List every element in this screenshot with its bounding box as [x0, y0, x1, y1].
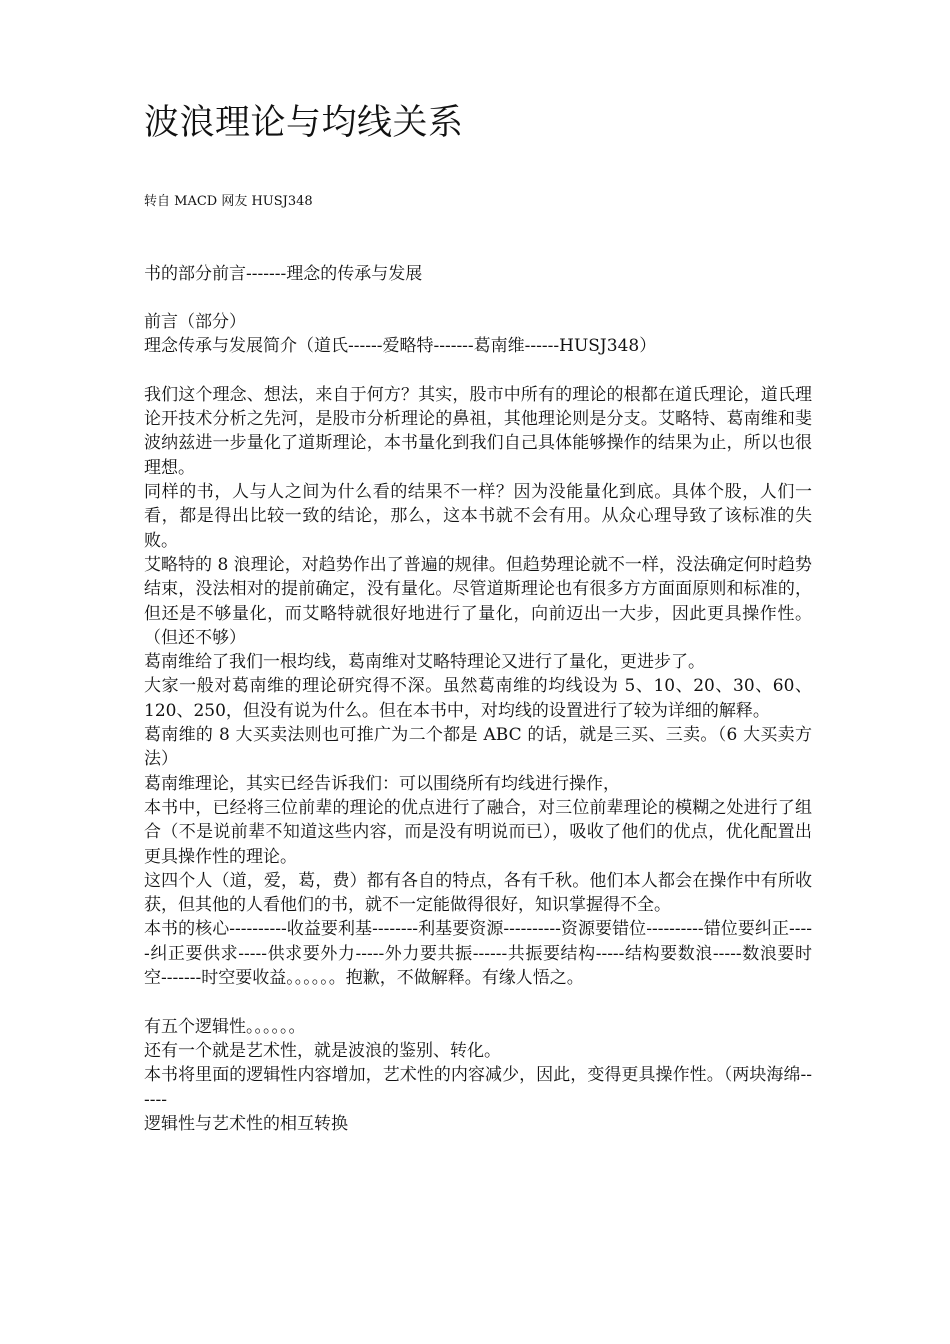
body-paragraph: 逻辑性与艺术性的相互转换: [144, 1113, 348, 1134]
body-paragraph: 理念传承与发展简介（道氏------爱略特-------葛南维------HUSJ348）: [144, 336, 657, 357]
body-paragraph: 艾略特的 8 浪理论，对趋势作出了普遍的规律。但趋势理论就不一样，没法确定何时趋势结束，没法相对的提前确定，没有量化。尽管道斯理论也有很多方方面面原则和标准的，但还是不够量化，而艾略特就很好地进行了量化，向前迈出一大步，因此更具操作性。（但还不够）: [144, 554, 812, 648]
body-paragraph: 大家一般对葛南维的理论研究得不深。虽然葛南维的均线设为 5、10、20、30、60、120、250，但没有说为什么。但在本书中，对均线的设置进行了较为详细的解释。: [144, 676, 812, 721]
body-paragraph: 本书的核心----------收益要利基--------利基要资源----------资源要错位----------错位要纠正-----纠正要供求-----供求要外力-----外力要共振------共振要结构-----结构要数浪-----数浪要时空-------时空要收益。。。。。。抱歉，不做解释。有缘人悟之。: [144, 919, 812, 989]
body-paragraph: 本书中，已经将三位前辈的理论的优点进行了融合，对三位前辈理论的模糊之处进行了组合（不是说前辈不知道这些内容，而是没有明说而已），吸收了他们的优点，优化配置出更具操作性的理论。: [144, 797, 812, 867]
body-paragraph: 本书将里面的逻辑性内容增加，艺术性的内容减少，因此，变得更具操作性。（两块海绵------: [144, 1065, 812, 1110]
document-title: 波浪理论与均线关系: [144, 103, 464, 143]
paragraph-gap: [144, 990, 812, 1014]
body-paragraph: 有五个逻辑性。。。。。。: [144, 1016, 306, 1037]
source-line: 转自 MACD 网友 HUSJ348: [144, 194, 313, 209]
body-paragraph: 这四个人（道，爱，葛，费）都有各自的特点，各有千秋。他们本人都会在操作中有所收获，但其他的人看他们的书，就不一定能做得很好，知识掌握得不全。: [144, 870, 812, 916]
body-paragraph: 同样的书，人与人之间为什么看的结果不一样？因为没能量化到底。具体个股，人们一看，都是得出比较一致的结论，那么，这本书就不会有用。从众心理导致了该标准的失败。: [144, 482, 812, 551]
body-paragraph: 葛南维给了我们一根均线，葛南维对艾略特理论又进行了量化，更进步了。: [144, 652, 705, 673]
section-heading: 书的部分前言-------理念的传承与发展: [144, 264, 423, 284]
body-paragraph: 还有一个就是艺术性，就是波浪的鉴别、转化。: [144, 1040, 501, 1061]
body-paragraph: 葛南维的 8 大买卖法则也可推广为二个都是 ABC 的话，就是三买、三卖。（6 大买卖方法）: [144, 725, 812, 770]
paragraph-gap: [144, 359, 812, 383]
document-body: [144, 310, 812, 1136]
body-paragraph: 葛南维理论，其实已经告诉我们：可以围绕所有均线进行操作，: [144, 773, 620, 794]
body-paragraph: 我们这个理念、想法，来自于何方？其实，股市中所有的理论的根都在道氏理论，道氏理论开技术分析之先河，是股市分析理论的鼻祖，其他理论则是分支。艾略特、葛南维和斐波纳兹进一步量化了道斯理论，本书量化到我们自己具体能够操作的结果为止，所以也很理想。: [144, 384, 812, 478]
body-paragraph: 前言（部分）: [144, 312, 246, 332]
